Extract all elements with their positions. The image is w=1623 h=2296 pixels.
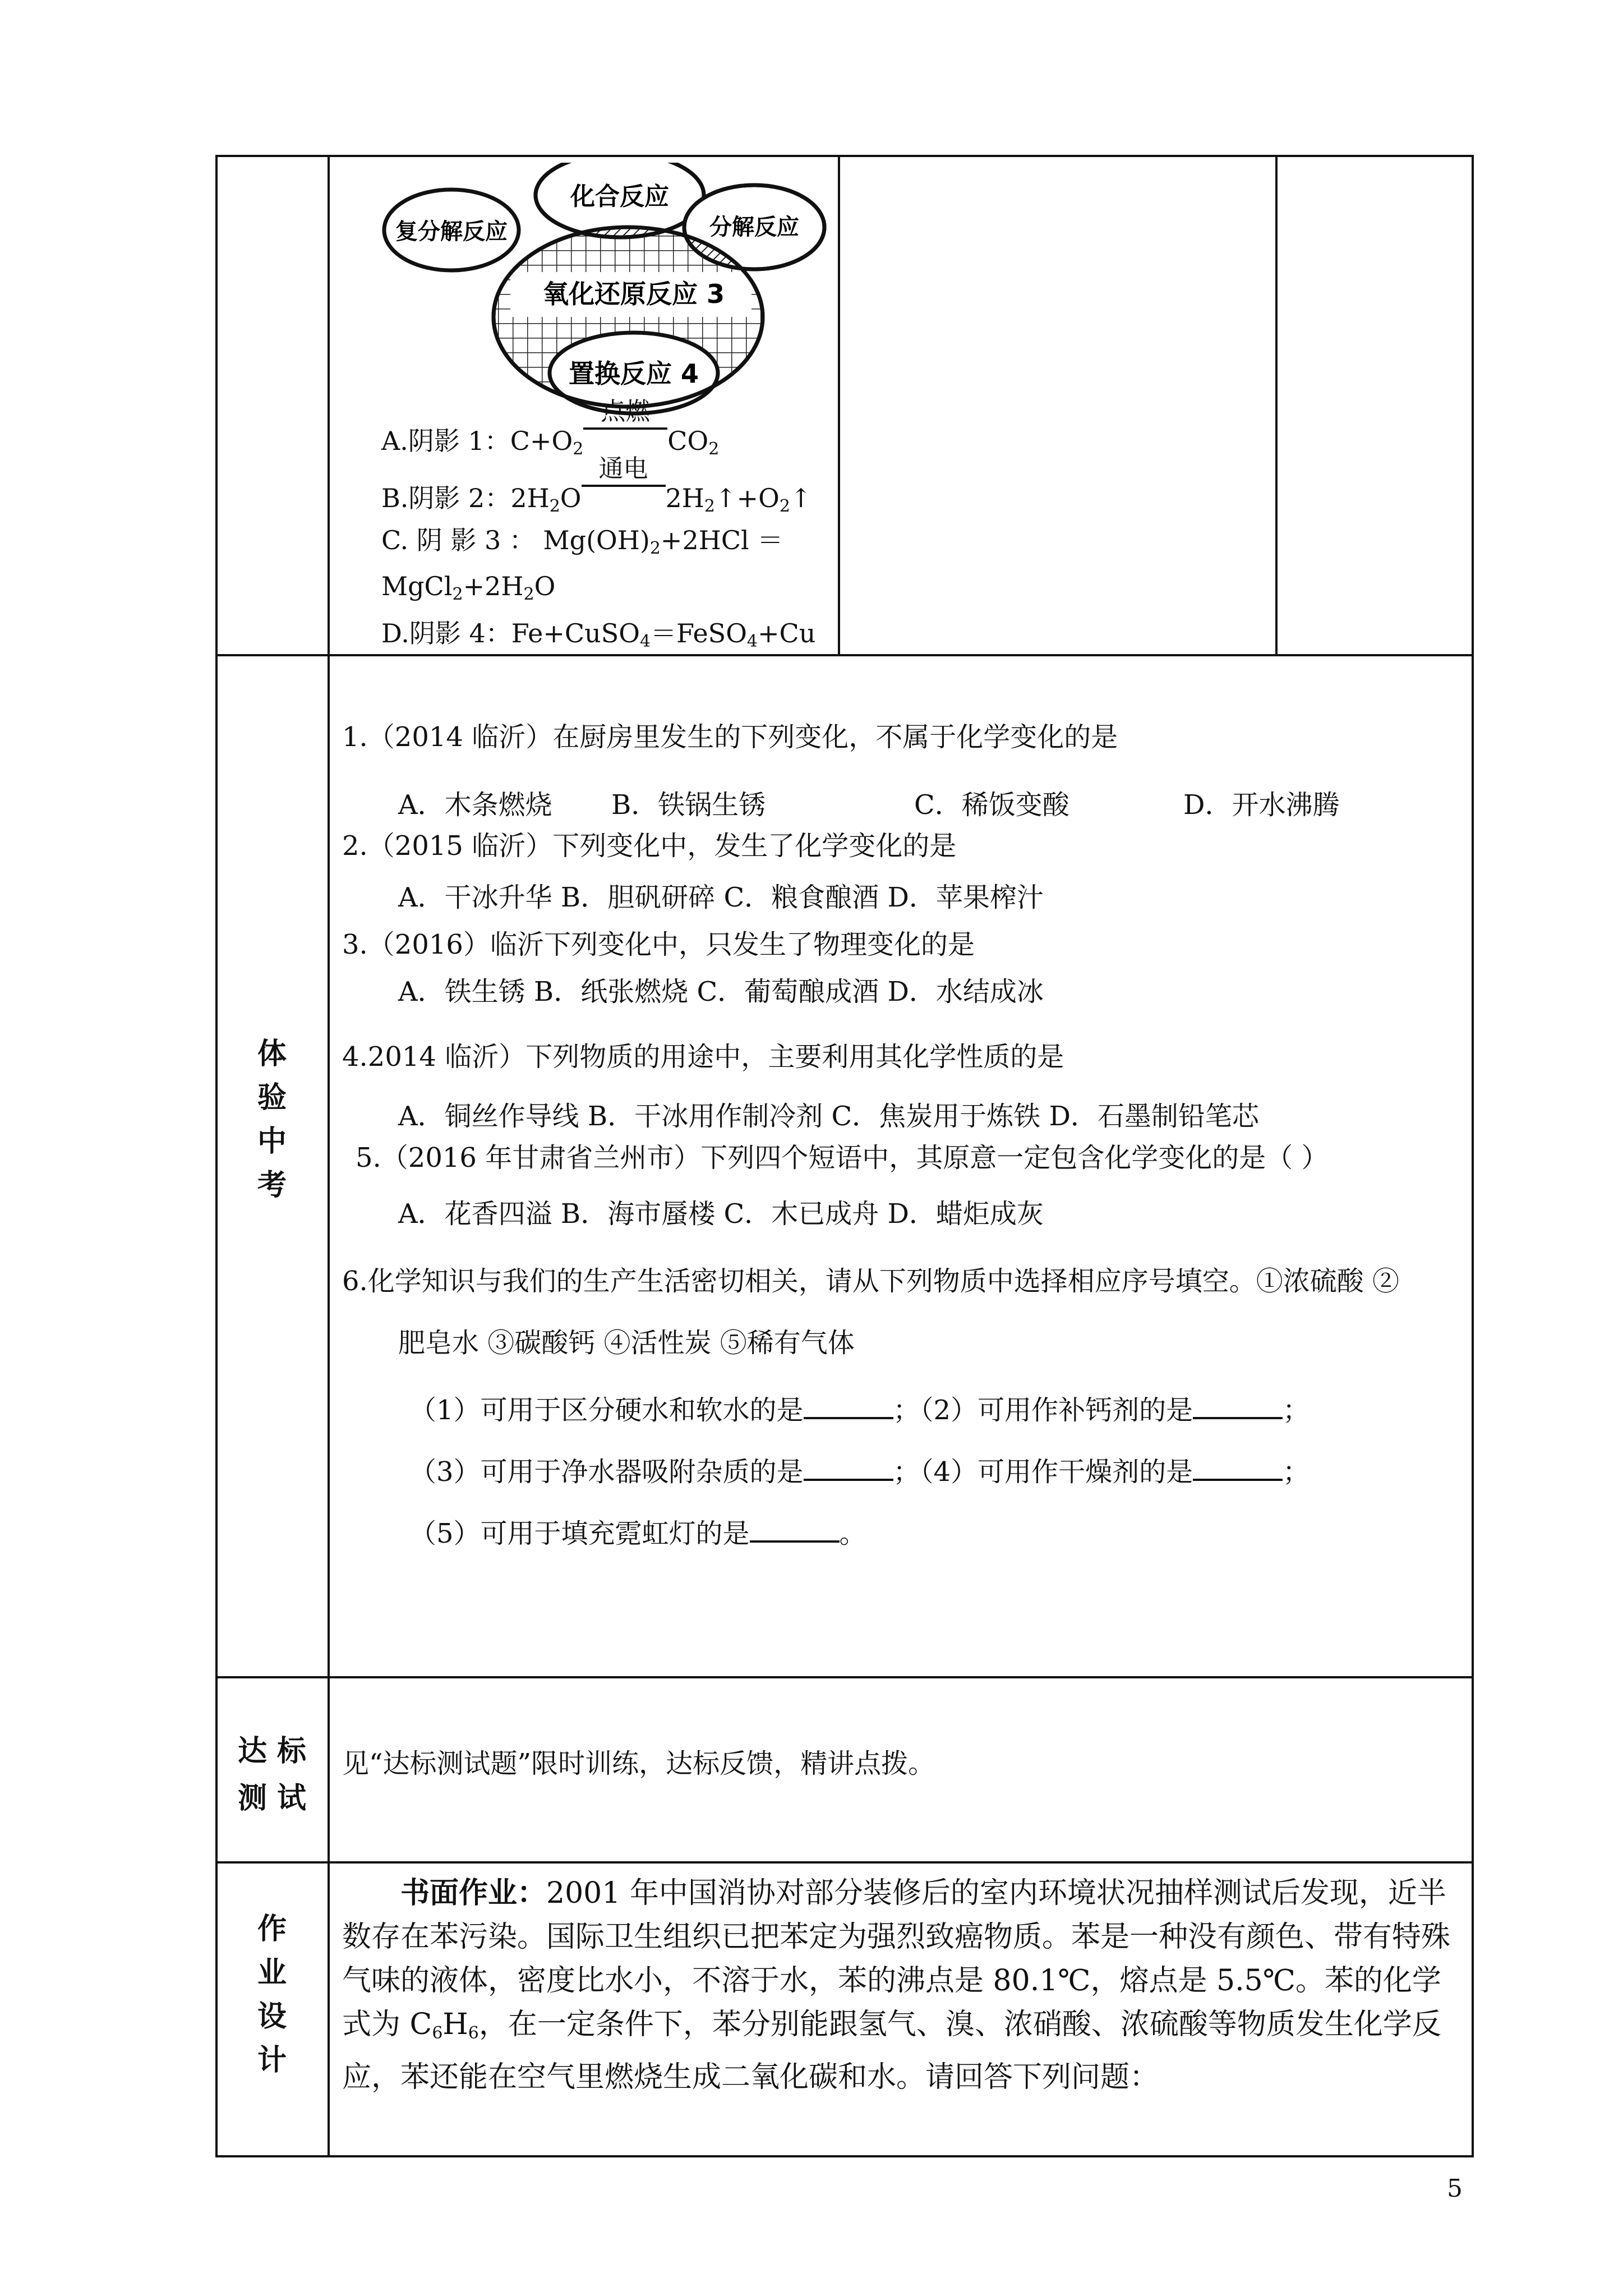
question-6-part1: （1）可用于区分硬水和软水的是 ；（2）可用作补钙剂的是 ；	[409, 1395, 1310, 1426]
answer-blank-1[interactable]	[804, 1395, 893, 1419]
question-6: 6.化学知识与我们的生产生活密切相关，请从下列物质中选择相应序号填空。①浓硫酸 ②	[342, 1266, 1400, 1297]
answer-blank-3[interactable]	[804, 1456, 893, 1481]
question-3-options: A．铁生锈 B．纸张燃烧 C．葡萄酿成酒 D．水结成冰	[398, 976, 1044, 1007]
top-col-divider-2	[1275, 156, 1278, 655]
condition-ignite: 点燃	[601, 397, 651, 426]
reaction-types-diagram	[381, 163, 830, 426]
section-label-homework: 作 业 设 计	[257, 1912, 287, 2077]
section-label-test: 达 标 测 试	[237, 1734, 307, 1815]
question-4: 4.2014 临沂）下列物质的用途中，主要利用其化学性质的是	[342, 1041, 1064, 1073]
table-border-left	[215, 156, 218, 2156]
question-6-part3: （3）可用于净水器吸附杂质的是 ；（4）可用作干燥剂的是 ；	[409, 1456, 1310, 1488]
question-2-options: A．干冰升华 B．胆矾研碎 C．粮食酿酒 D．苹果榨汁	[398, 882, 1044, 913]
table-border-right	[1472, 156, 1474, 2156]
top-col-divider-1	[838, 156, 840, 655]
question-6-part5: （5）可用于填充霓虹灯的是 。	[409, 1518, 866, 1549]
row-divider-2	[215, 1676, 1474, 1678]
test-instructions: 见“达标测试题”限时训练，达标反馈，精讲点拨。	[342, 1748, 935, 1779]
row-divider-1	[215, 654, 1474, 656]
label-redox: 氧化还原反应 3	[542, 279, 725, 309]
answer-blank-4[interactable]	[1193, 1456, 1283, 1481]
section-label-exam: 体 验 中 考	[257, 1037, 287, 1202]
option-a: A.阴影 1：$C+O_2$ 点燃 $CO_2$	[381, 397, 720, 459]
homework-paragraph: 书面作业：2001 年中国消协对部分装修后的室内环境状况抽样测试后发现，近半数存在苯污染。国际卫生组织已把苯定为强烈致癌物质。苯是一种没有颜色、带有特殊气味的液体，密度比水小，不溶于水，苯的沸点是 80.1℃，熔点是 5.5℃。苯的化学式为 $C_6H_6$，在一定条件下，苯分别能跟氢气、溴、浓硝酸、浓硫酸等物质发生化学反应，苯还能在空气里燃烧生成二氧化碳和水。请回答下列问题：	[342, 1876, 1451, 2094]
page-number: 5	[1447, 2174, 1463, 2203]
label-decomposition: 分解反应	[709, 214, 799, 240]
question-6-line2: 肥皂水 ③碳酸钙 ④活性炭 ⑤稀有气体	[398, 1327, 855, 1359]
label-combination: 化合反应	[570, 182, 669, 211]
label-double-decomposition: 复分解反应	[395, 219, 508, 245]
answer-blank-5[interactable]	[750, 1518, 840, 1543]
question-5: 5.（2016 年甘肃省兰州市）下列四个短语中，其原意一定包含化学变化的是（ ）	[356, 1142, 1329, 1174]
homework-heading: 书面作业：	[400, 1876, 547, 1910]
q1-option-a: A．木条燃烧	[398, 789, 552, 821]
label-displacement: 置换反应 4	[568, 358, 699, 389]
q1-option-d: D．开水沸腾	[1183, 789, 1340, 821]
question-3: 3.（2016）临沂下列变化中，只发生了物理变化的是	[342, 929, 975, 960]
table-border-top	[215, 155, 1474, 157]
row-divider-3	[215, 1861, 1474, 1864]
question-1: 1.（2014 临沂）在厨房里发生的下列变化，不属于化学变化的是	[342, 721, 1118, 753]
option-c-line1: C. 阴 影 3 ： $Mg(OH)_2+2HCl$ ＝	[381, 525, 783, 558]
option-b: B.阴影 2：$2H_2O$ 通电 $2H_2↑+O_2↑$	[381, 454, 812, 516]
question-4-options: A．铜丝作导线 B．干冰用作制冷剂 C．焦炭用于炼铁 D．石墨制铅笔芯	[398, 1101, 1259, 1132]
option-c-line2: $MgCl_2+2H_2O$	[381, 571, 556, 604]
q1-option-c: C．稀饭变酸	[914, 789, 1069, 821]
table-border-bottom	[215, 2155, 1474, 2157]
option-d: D.阴影 4：Fe+CuSO$_4$＝FeSO$_4$+Cu	[381, 618, 816, 651]
answer-blank-2[interactable]	[1193, 1395, 1283, 1419]
question-2: 2.（2015 临沂）下列变化中，发生了化学变化的是	[342, 830, 957, 862]
condition-electrolysis: 通电	[598, 454, 648, 483]
label-column-divider	[328, 156, 330, 2156]
q1-option-b: B．铁锅生锈	[611, 789, 766, 821]
question-5-options: A．花香四溢 B．海市蜃楼 C．木已成舟 D．蜡炬成灰	[398, 1198, 1044, 1230]
